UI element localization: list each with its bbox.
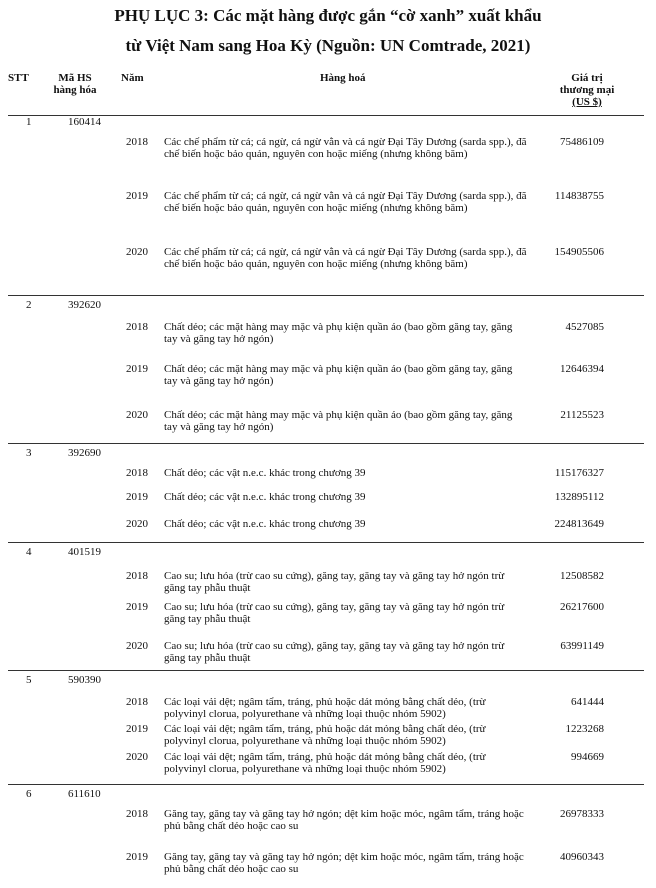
row-goods-description: Chất dẻo; các mặt hàng may mặc và phụ kiện quần áo (bao gồm găng tay, găng tay và găng tay hở ngón)	[164, 363, 513, 387]
row-year: 2020	[126, 246, 148, 258]
row-year: 2020	[126, 409, 148, 421]
group-divider	[8, 295, 644, 296]
header-stt: STT	[8, 72, 29, 84]
row-trade-value: 63991149	[560, 640, 604, 652]
group-stt: 5	[26, 674, 32, 686]
group-divider	[8, 443, 644, 444]
row-year: 2020	[126, 518, 148, 530]
page-title-line-2: từ Việt Nam sang Hoa Kỳ (Nguồn: UN Comtrade, 2021)	[125, 36, 531, 55]
group-divider	[8, 784, 644, 785]
row-goods-description: Găng tay, găng tay và găng tay hở ngón; dệt kim hoặc móc, ngâm tẩm, tráng hoặc phủ bằng chất dẻo hoặc cao su	[164, 851, 524, 875]
row-year: 2018	[126, 136, 148, 148]
row-year: 2018	[126, 321, 148, 333]
row-goods-description: Cao su; lưu hóa (trừ cao su cứng), găng tay, găng tay và găng tay hở ngón trừ găng tay phẫu thuật	[164, 640, 505, 664]
row-year: 2020	[126, 640, 148, 652]
row-trade-value: 12646394	[560, 363, 604, 375]
row-trade-value: 132895112	[554, 491, 604, 503]
group-hs-code: 611610	[68, 788, 101, 800]
header-trade-value	[548, 72, 626, 108]
header-value-line3: (US $)	[572, 96, 602, 108]
page-title-line-1: PHỤ LỤC 3: Các mặt hàng được gắn “cờ xanh” xuất khẩu	[114, 6, 542, 25]
row-goods-description: Chất dẻo; các vật n.e.c. khác trong chương 39	[164, 518, 366, 530]
row-year: 2018	[126, 467, 148, 479]
row-year: 2019	[126, 190, 148, 202]
header-year: Năm	[121, 72, 144, 84]
row-year: 2019	[126, 723, 148, 735]
row-goods-description: Các loại vải dệt; ngâm tẩm, tráng, phủ hoặc dát mỏng bằng chất dẻo, (trừ polyvinyl clorua, polyurethane và những loại thuộc nhóm 5902)	[164, 723, 486, 747]
header-hs-line1: Mã HS	[58, 72, 92, 84]
row-year: 2019	[126, 851, 148, 863]
header-value-line1: Giá trị	[571, 72, 603, 84]
row-year: 2020	[126, 751, 148, 763]
row-goods-description: Các chế phẩm từ cá; cá ngừ, cá ngừ vằn và cá ngừ Đại Tây Dương (sarda spp.), đã chế biến hoặc bảo quản, nguyên con hoặc miếng (nhưng không băm)	[164, 136, 527, 160]
row-year: 2018	[126, 696, 148, 708]
header-value-line2: thương mại	[559, 84, 615, 96]
row-goods-description: Các loại vải dệt; ngâm tẩm, tráng, phủ hoặc dát mỏng bằng chất dẻo, (trừ polyvinyl clorua, polyurethane và những loại thuộc nhóm 5902)	[164, 751, 486, 775]
group-hs-code: 392620	[68, 299, 101, 311]
row-goods-description: Chất dẻo; các mặt hàng may mặc và phụ kiện quần áo (bao gồm găng tay, găng tay và găng tay hở ngón)	[164, 409, 513, 433]
row-goods-description: Các chế phẩm từ cá; cá ngừ, cá ngừ vằn và cá ngừ Đại Tây Dương (sarda spp.), đã chế biến hoặc bảo quản, nguyên con hoặc miếng (nhưng không băm)	[164, 246, 527, 270]
row-goods-description: Các chế phẩm từ cá; cá ngừ, cá ngừ vằn và cá ngừ Đại Tây Dương (sarda spp.), đã chế biến hoặc bảo quản, nguyên con hoặc miếng (nhưng không băm)	[164, 190, 527, 214]
row-year: 2019	[126, 491, 148, 503]
row-trade-value: 4527085	[565, 321, 604, 333]
row-year: 2018	[126, 570, 148, 582]
group-stt: 1	[26, 116, 32, 128]
row-trade-value: 12508582	[560, 570, 604, 582]
row-trade-value: 641444	[571, 696, 604, 708]
row-trade-value: 21125523	[560, 409, 604, 421]
row-year: 2018	[126, 808, 148, 820]
row-trade-value: 1223268	[565, 723, 604, 735]
row-goods-description: Chất dẻo; các vật n.e.c. khác trong chương 39	[164, 467, 366, 479]
row-goods-description: Găng tay, găng tay và găng tay hở ngón; dệt kim hoặc móc, ngâm tẩm, tráng hoặc phủ bằng chất dẻo hoặc cao su	[164, 808, 524, 832]
row-goods-description: Cao su; lưu hóa (trừ cao su cứng), găng tay, găng tay và găng tay hở ngón trừ găng tay phẫu thuật	[164, 570, 505, 594]
row-trade-value: 26978333	[560, 808, 604, 820]
header-rule	[8, 115, 644, 116]
group-hs-code: 160414	[68, 116, 101, 128]
group-divider	[8, 670, 644, 671]
row-trade-value: 40960343	[560, 851, 604, 863]
header-goods: Hàng hoá	[320, 72, 366, 84]
row-trade-value: 115176327	[554, 467, 604, 479]
row-trade-value: 26217600	[560, 601, 604, 613]
group-stt: 4	[26, 546, 32, 558]
row-year: 2019	[126, 601, 148, 613]
row-year: 2019	[126, 363, 148, 375]
row-trade-value: 154905506	[554, 246, 604, 258]
group-hs-code: 590390	[68, 674, 101, 686]
group-stt: 2	[26, 299, 32, 311]
header-hs-line2: hàng hóa	[53, 84, 97, 96]
row-trade-value: 994669	[571, 751, 604, 763]
group-divider	[8, 542, 644, 543]
row-trade-value: 224813649	[554, 518, 604, 530]
row-goods-description: Cao su; lưu hóa (trừ cao su cứng), găng tay, găng tay và găng tay hở ngón trừ găng tay phẫu thuật	[164, 601, 505, 625]
row-goods-description: Các loại vải dệt; ngâm tẩm, tráng, phủ hoặc dát mỏng bằng chất dẻo, (trừ polyvinyl clorua, polyurethane và những loại thuộc nhóm 5902)	[164, 696, 486, 720]
row-goods-description: Chất dẻo; các vật n.e.c. khác trong chương 39	[164, 491, 366, 503]
group-hs-code: 392690	[68, 447, 101, 459]
row-trade-value: 75486109	[560, 136, 604, 148]
row-trade-value: 114838755	[554, 190, 604, 202]
group-hs-code: 401519	[68, 546, 101, 558]
group-stt: 6	[26, 788, 32, 800]
header-hs-code	[50, 72, 100, 96]
group-stt: 3	[26, 447, 32, 459]
row-goods-description: Chất dẻo; các mặt hàng may mặc và phụ kiện quần áo (bao gồm găng tay, găng tay và găng tay hở ngón)	[164, 321, 513, 345]
